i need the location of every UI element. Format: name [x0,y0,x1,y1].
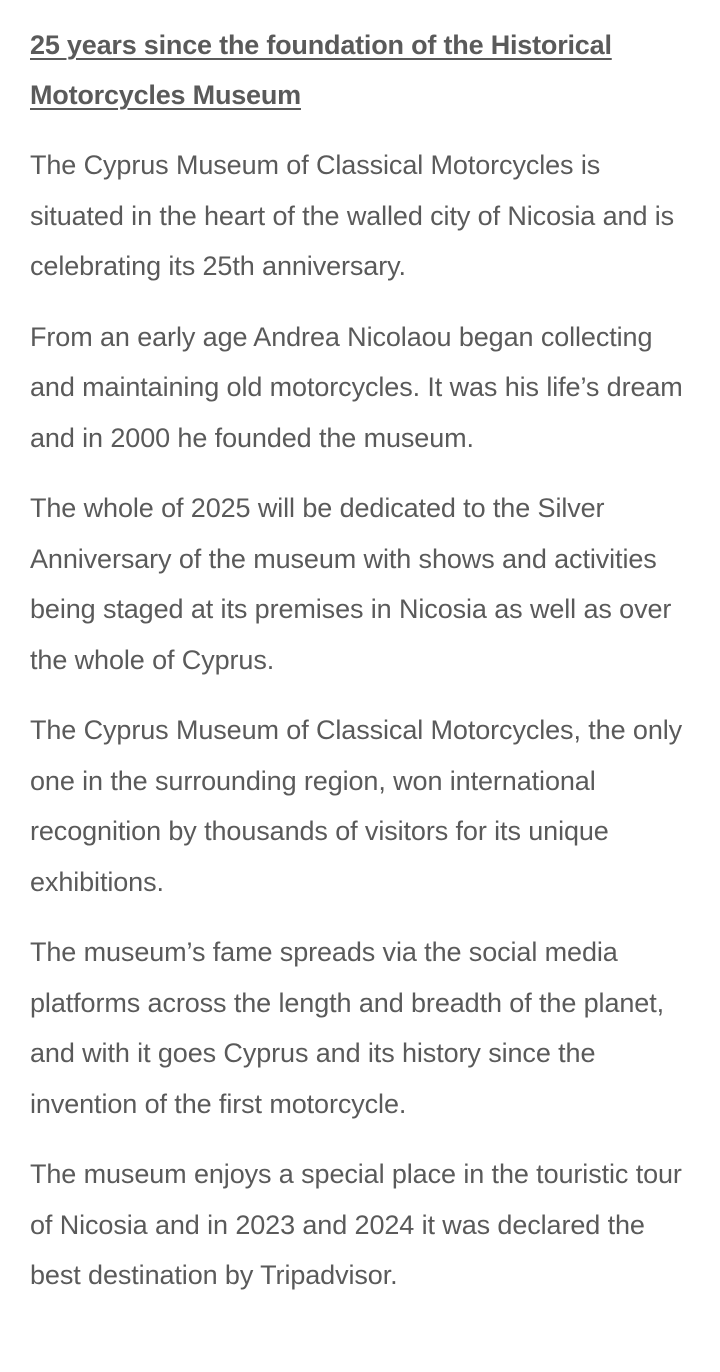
article-paragraph-5: The museum’s fame spreads via the social media platforms across the length and breadth of the planet, and with it goes Cyprus and its history since the invention of the first motorcycle. [30,937,665,1119]
article-headline-link[interactable]: 25 years since the foundation of the Historical Motorcycles Museum [30,30,612,110]
article-paragraph-6: The museum enjoys a special place in the touristic tour of Nicosia and in 2023 and 2024 it was declared the best destination by Tripadvisor. [30,1159,682,1290]
article-paragraph-2: From an early age Andrea Nicolaou began collecting and maintaining old motorcycles. It was his life’s dream and in 2000 he founded the museum. [30,321,683,453]
article-paragraph-3: The whole of 2025 will be dedicated to the Silver Anniversary of the museum with shows and activities being staged at its premises in Nicosia as well as over the whole of Cyprus. [30,493,672,675]
article-paragraph-1: The Cyprus Museum of Classical Motorcycles is situated in the heart of the walled city of Nicosia and is celebrating its 25th anniversary. [30,150,675,281]
article-paragraph-4: The Cyprus Museum of Classical Motorcycles, the only one in the surrounding region, won international recognition by thousands of visitors for its unique exhibitions. [30,715,683,897]
